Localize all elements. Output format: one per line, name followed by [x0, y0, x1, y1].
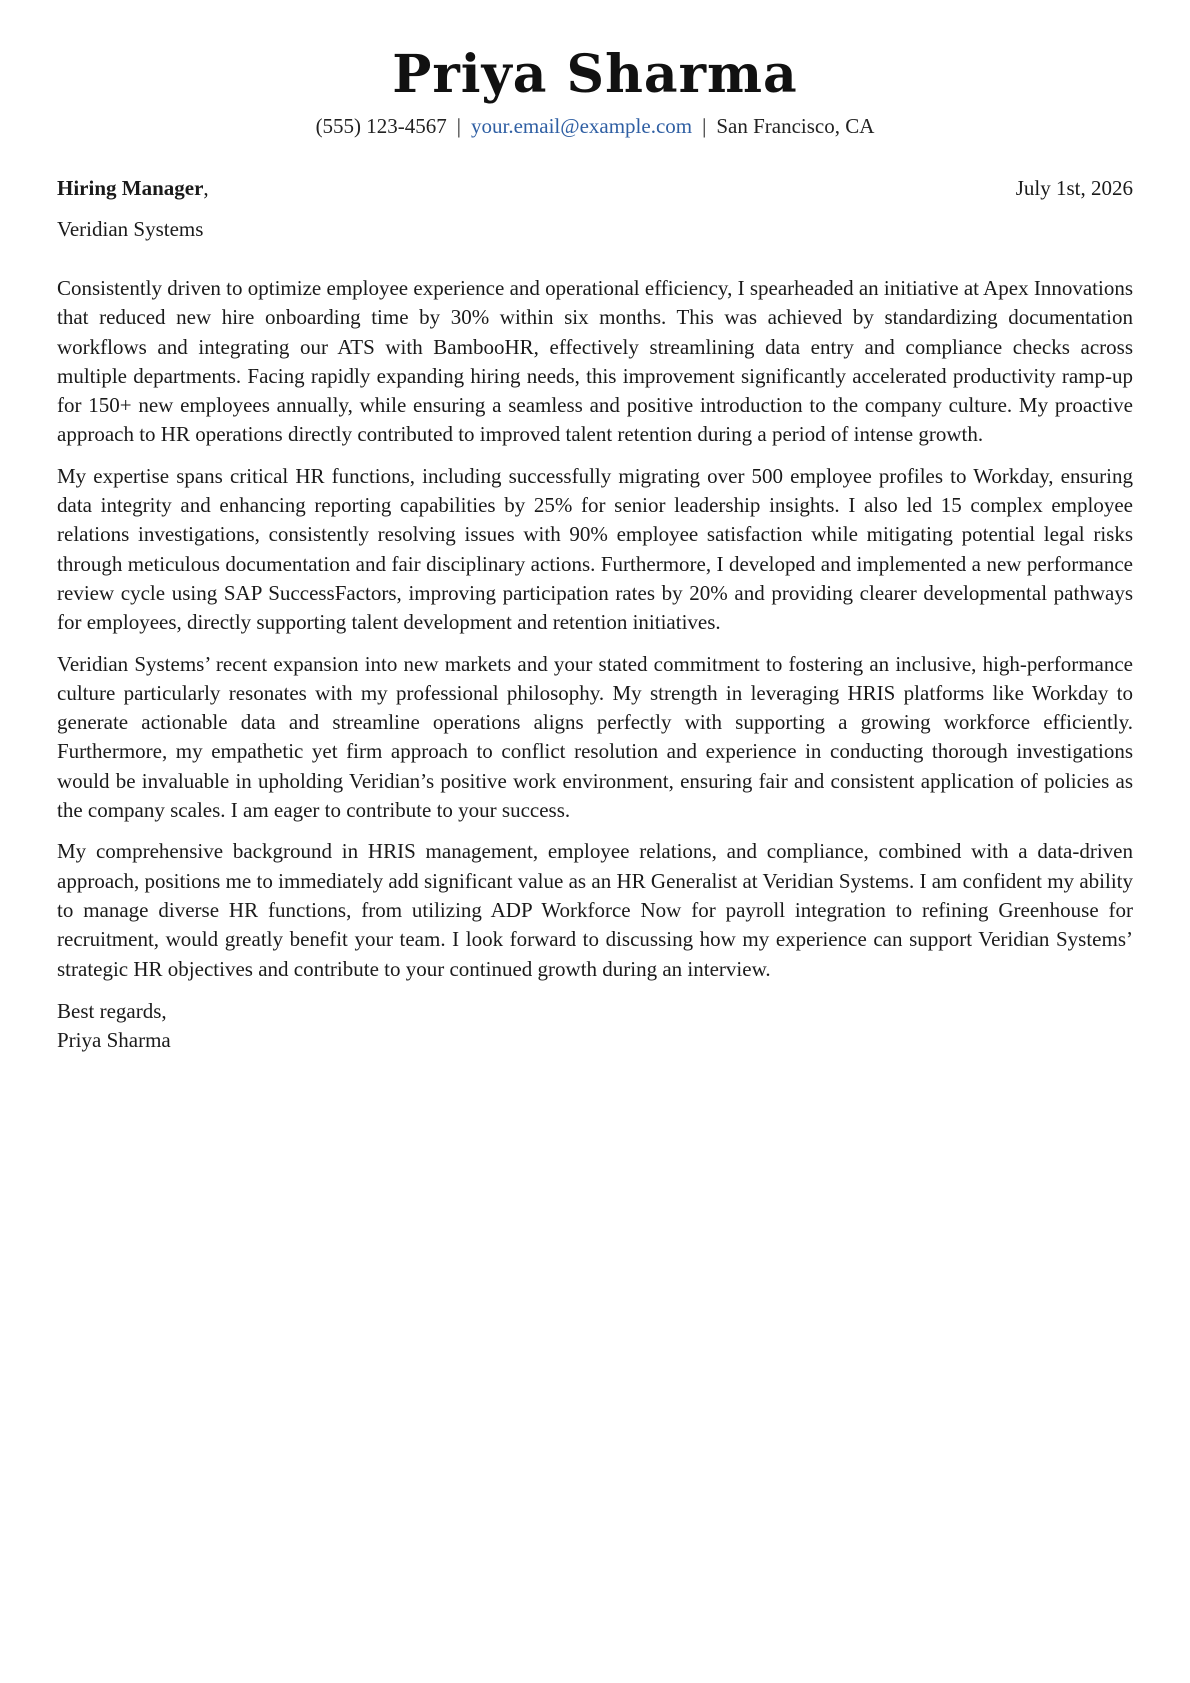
- email-link[interactable]: your.email@example.com: [471, 114, 693, 138]
- letter-date: July 1st, 2026: [1015, 176, 1133, 200]
- recipient-comma: ,: [203, 176, 209, 200]
- letter-closing: [57, 997, 1133, 1055]
- signature-name: Priya Sharma: [57, 1027, 171, 1052]
- valediction: Best regards,: [57, 998, 167, 1023]
- cover-letter-page: [57, 0, 1133, 1055]
- body-paragraph-4: My comprehensive background in HRIS management, employee relations, and compliance, combined with a data-driven approach, positions me to immediately add significant value as an HR Generalist at Veridian Systems. I am confident my ability to manage diverse HR functions, from utilizing ADP Workforce Now for payroll integration to refining Greenhouse for recruitment, would greatly benefit your team. I look forward to discussing how my experience can support Veridian Systems’ strategic HR objectives and contribute to your continued growth during an interview.: [57, 839, 1133, 981]
- recipient-line: [57, 174, 209, 202]
- phone-number: (555) 123-4567: [315, 114, 447, 138]
- body-paragraph-2: My expertise spans critical HR functions, including successfully migrating over 500 employee profiles to Workday, ensuring data integrity and enhancing reporting capabilities by 25% for senior leadership insights. I also led 15 complex employee relations investigations, consistently resolving issues with 90% employee satisfaction while mitigating potential legal risks through meticulous documentation and fair disciplinary actions. Furthermore, I developed and implemented a new performance review cycle using SAP SuccessFactors, improving participation rates by 20% and providing clearer developmental pathways for employees, directly supporting talent development and retention initiatives.: [57, 463, 1133, 635]
- contact-separator: |: [456, 114, 462, 138]
- contact-separator: |: [702, 114, 707, 138]
- recipient-company: Veridian Systems: [57, 217, 204, 241]
- recipient-date-row: [57, 174, 1133, 202]
- body-paragraph-1: Consistently driven to optimize employee experience and operational efficiency, I spearheaded an initiative at Apex Innovations that reduced new hire onboarding time by 30% within six months. This was achieved by standardizing documentation workflows and integrating our ATS with BambooHR, effectively streamlining data entry and compliance checks across multiple departments. Facing rapidly expanding hiring needs, this improvement significantly accelerated productivity ramp-up for 150+ new employees annually, while ensuring a seamless and positive introduction to the company culture. My proactive approach to HR operations directly contributed to improved talent retention during a period of intense growth.: [57, 276, 1133, 447]
- contact-line: [57, 112, 1133, 140]
- recipient-salutation: Hiring Manager: [57, 176, 204, 200]
- location: San Francisco, CA: [716, 114, 875, 138]
- letter-body: [57, 274, 1133, 984]
- body-paragraph-3: Veridian Systems’ recent expansion into new markets and your stated commitment to fostering an inclusive, high-performance culture particularly resonates with my professional philosophy. My strength in leveraging HRIS platforms like Workday to generate actionable data and streamline operations aligns perfectly with supporting a growing workforce efficiently. Furthermore, my empathetic yet firm approach to conflict resolution and experience in conducting thorough investigations would be invaluable in upholding Veridian’s positive work environment, ensuring fair and consistent application of policies as the company scales. I am eager to contribute to your success.: [57, 651, 1133, 823]
- applicant-name: Priya Sharma: [392, 44, 798, 105]
